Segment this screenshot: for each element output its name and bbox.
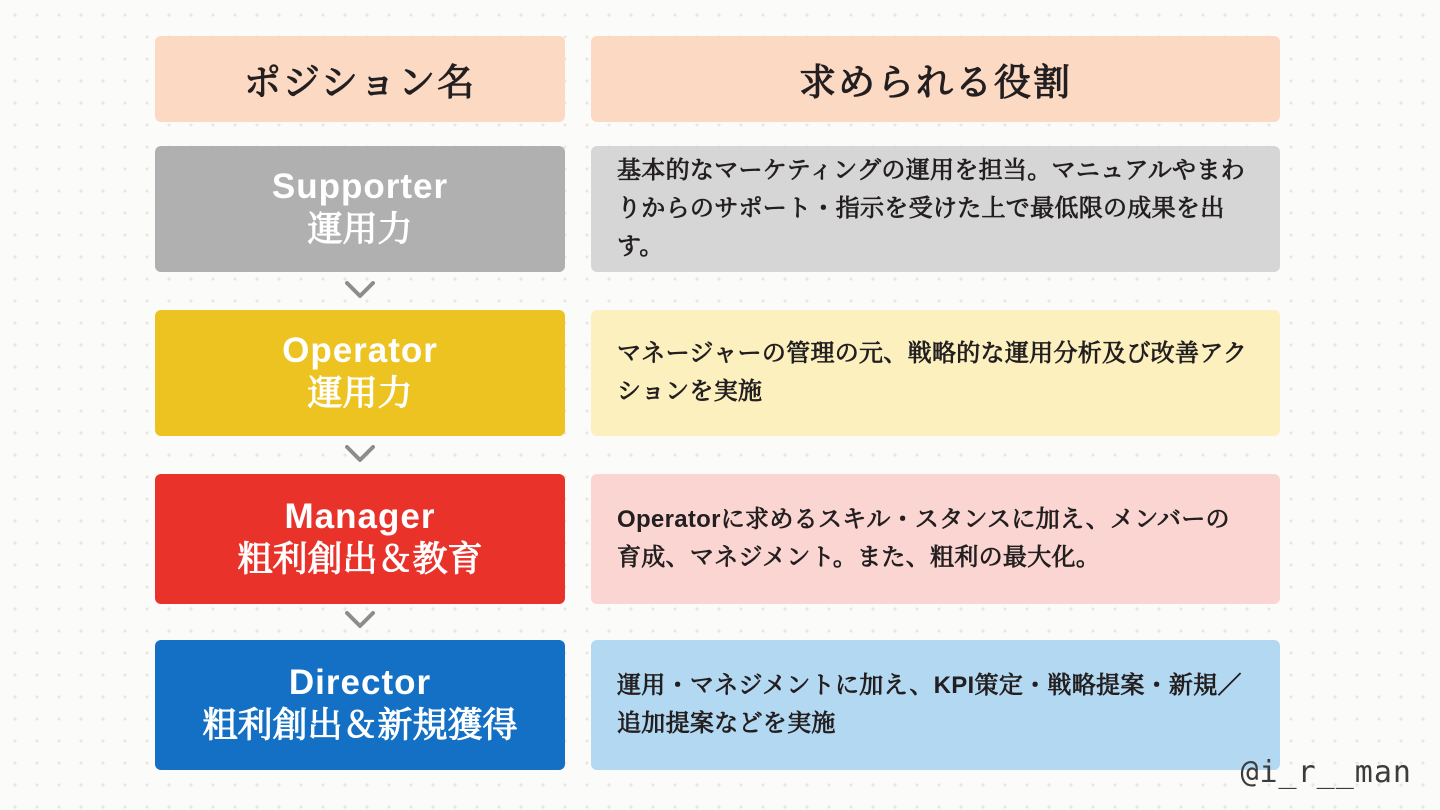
watermark: @i_r__man [1240,755,1412,790]
position-card-operator [155,310,565,436]
position-card-title-en: Manager [284,496,436,536]
role-description-director: 運用・マネジメントに加え、KPI策定・戦略提案・新規／追加提案などを実施 [591,640,1280,770]
header-required-role: 求められる役割 [591,36,1280,122]
chevron-down-icon [345,445,375,463]
position-card-supporter [155,146,565,272]
chevron-down-icon [345,611,375,629]
position-card-title-en: Director [288,662,432,702]
position-card-title-en: Supporter [271,166,449,206]
role-description-operator: マネージャーの管理の元、戦略的な運用分析及び改善アクションを実施 [591,310,1280,436]
position-card-title-jp: 粗利創出＆教育 [237,540,483,580]
chevron-down-icon [345,281,375,299]
position-card-director [155,640,565,770]
position-card-title-en: Operator [282,330,438,370]
position-card-title-jp: 粗利創出＆新規獲得 [202,706,518,746]
role-description-supporter: 基本的なマーケティングの運用を担当。マニュアルやまわりからのサポート・指示を受けた上で最低限の成果を出す。 [591,146,1280,272]
role-description-manager: Operatorに求めるスキル・スタンスに加え、メンバーの育成、マネジメント。また、粗利の最大化。 [591,474,1280,604]
position-card-title-jp: 運用力 [307,374,413,414]
header-position-name: ポジション名 [155,36,565,122]
position-card-title-jp: 運用力 [307,210,413,250]
position-card-manager [155,474,565,604]
